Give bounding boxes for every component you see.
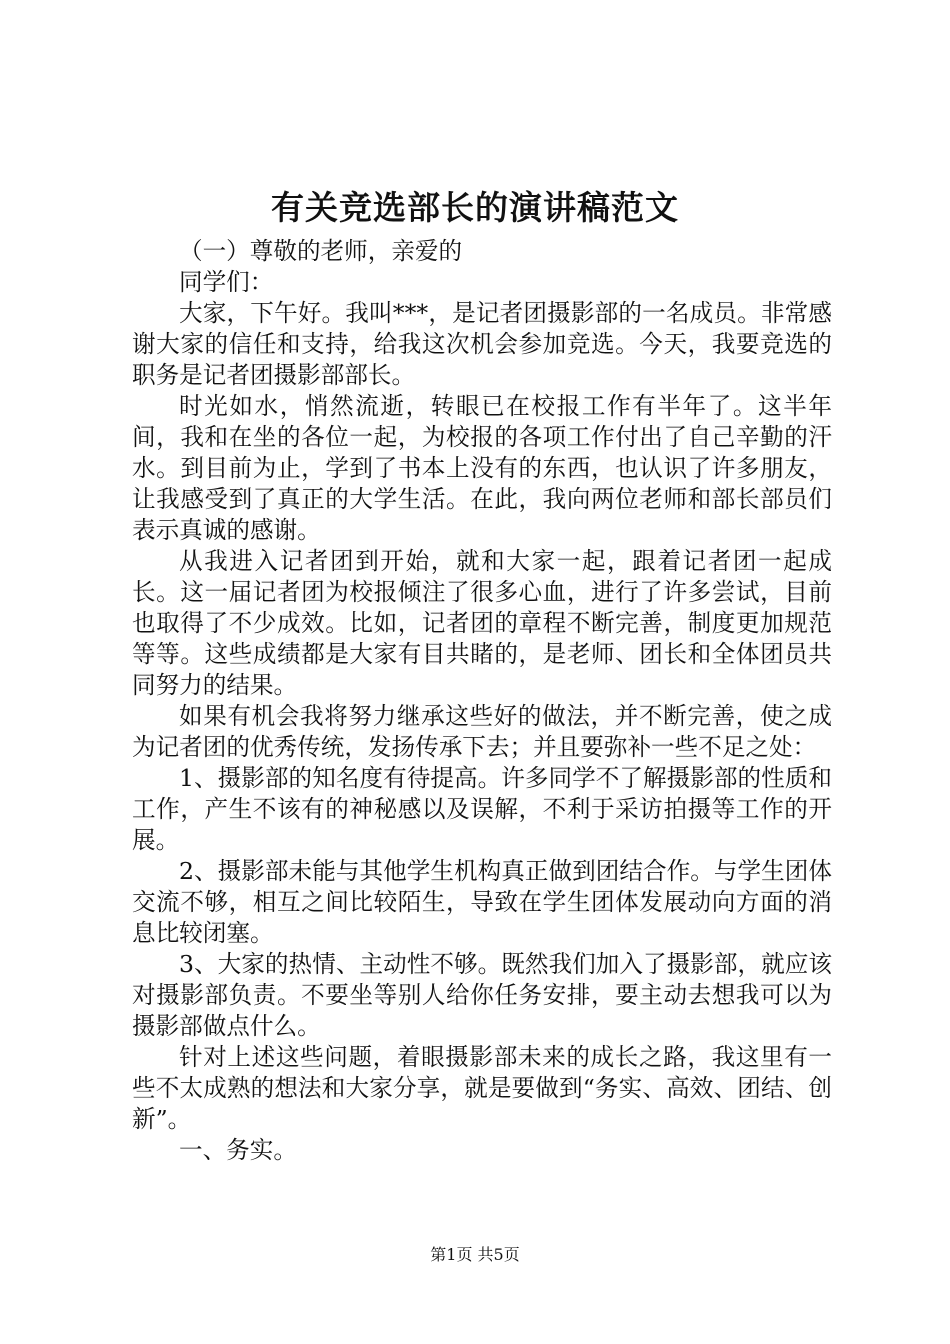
document-title: 有关竞选部长的演讲稿范文 (271, 188, 679, 227)
paragraph-plan: 如果有机会我将努力继承这些好的做法，并不断完善，使之成为记者团的优秀传统，发扬传承下去；并且要弥补一些不足之处： (132, 702, 832, 761)
list-item-1: 1、摄影部的知名度有待提高。许多同学不了解摄影部的性质和工作，产生不该有的神秘感以及误解，不利于采访拍摄等工作的开展。 (132, 764, 832, 854)
paragraph-proposal: 针对上述这些问题，着眼摄影部未来的成长之路，我这里有一些不太成熟的想法和大家分享，就是要做到“务实、高效、团结、创新”。 (132, 1043, 832, 1133)
list-item-3: 3、大家的热情、主动性不够。既然我们加入了摄影部，就应该对摄影部负责。不要坐等别人给你任务安排，要主动去想我可以为摄影部做点什么。 (132, 950, 832, 1040)
paragraph-growth: 从我进入记者团到开始，就和大家一起，跟着记者团一起成长。这一届记者团为校报倾注了很多心血，进行了许多尝试，目前也取得了不少成效。比如，记者团的章程不断完善，制度更加规范等等。这些成绩都是大家有目共睹的，是老师、团长和全体团员共同努力的结果。 (132, 547, 832, 699)
list-item-2: 2、摄影部未能与其他学生机构真正做到团结合作。与学生团体交流不够，相互之间比较陌生，导致在学生团体发展动向方面的消息比较闭塞。 (132, 857, 832, 947)
greeting-line-1: （一）尊敬的老师，亲爱的 (179, 237, 463, 265)
greeting-line-2: 同学们： (179, 268, 274, 296)
document-body (132, 236, 832, 1166)
paragraph-time: 时光如水，悄然流逝，转眼已在校报工作有半年了。这半年间，我和在坐的各位一起，为校报的各项工作付出了自己辛勤的汗水。到目前为止，学到了书本上没有的东西，也认识了许多朋友，让我感受到了真正的大学生活。在此，我向两位老师和部长部员们表示真诚的感谢。 (132, 392, 832, 544)
section-heading-1: 一、务实。 (179, 1136, 297, 1164)
page-footer: 第1页 共5页 (430, 1245, 520, 1264)
paragraph-intro: 大家，下午好。我叫***，是记者团摄影部的一名成员。非常感谢大家的信任和支持，给我这次机会参加竞选。今天，我要竞选的职务是记者团摄影部部长。 (132, 299, 832, 389)
